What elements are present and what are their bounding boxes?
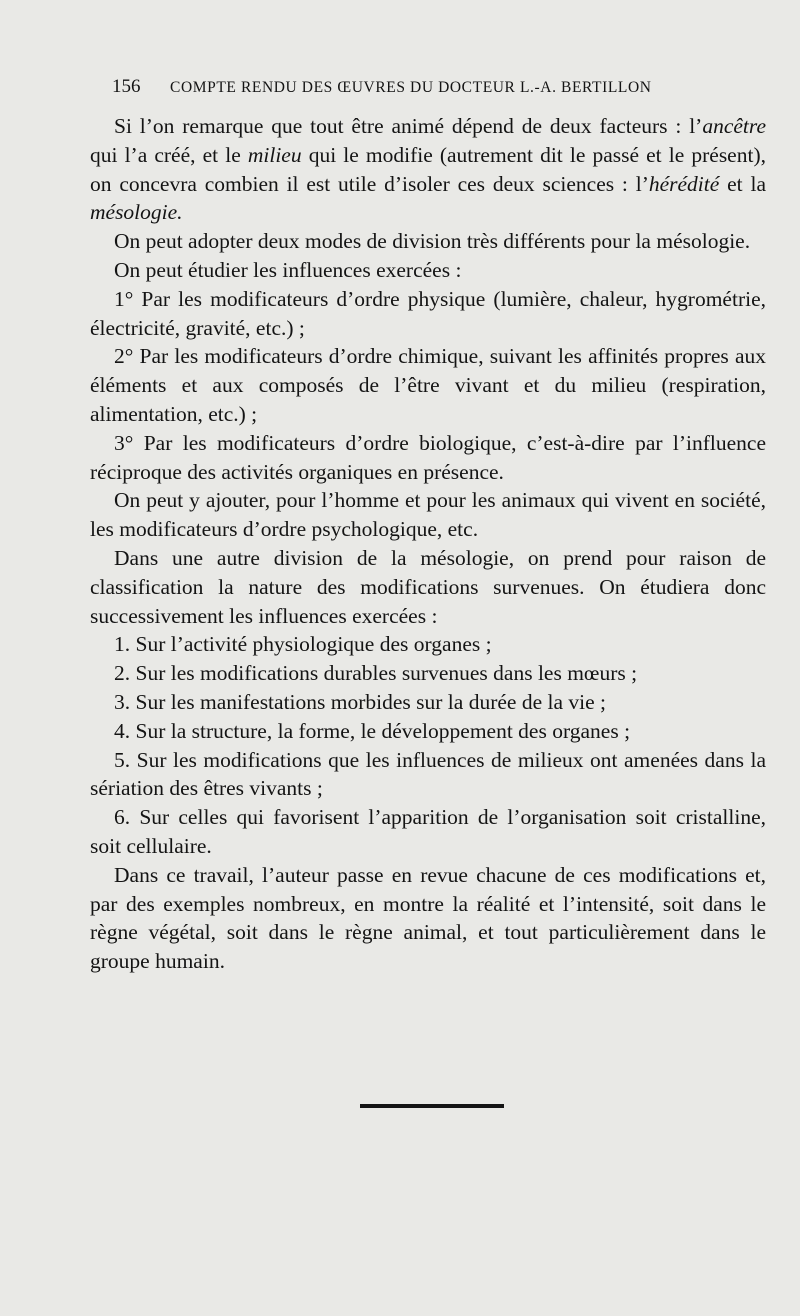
paragraph-biological: 3° Par les modificateurs d’ordre biologique, c’est-à-dire par l’influence réciproque des activités organiques en présence. [90, 430, 766, 484]
paragraph-second-division: Dans une autre division de la mésologie, on prend pour raison de classification la nature des modifications survenues. On étudiera donc successivement les influences exercées : [90, 545, 766, 628]
paragraph-division: On peut adopter deux modes de division très différents pour la mésologie. [114, 229, 751, 254]
paragraph-conclusion: Dans ce travail, l’auteur passe en revue chacune de ces modifications et, par des exemples nombreux, en montre la réalité et l’intensité, soit dans le règne végétal, soit dans le règne animal, et tout particulièrement dans le groupe humain. [90, 862, 766, 974]
list-item: 5. Sur les modifications que les influences de milieux ont amenées dans la sériation des êtres vivants ; [90, 747, 766, 801]
paragraph-influences: On peut étudier les influences exercées : [114, 257, 462, 282]
body-text [90, 112, 766, 976]
text-run: Si l’on remarque que tout être animé dépend de deux facteurs : l’ [114, 114, 703, 138]
section-end-rule [360, 1104, 504, 1108]
paragraph-physical: 1° Par les modificateurs d’ordre physique (lumière, chaleur, hygrométrie, électricité, gravité, etc.) ; [90, 286, 766, 340]
italic-term-milieu: milieu [247, 142, 302, 167]
page-number: 156 [112, 76, 141, 97]
italic-term-mesologie: mésologie. [90, 200, 183, 225]
list-item: 4. Sur la structure, la forme, le développement des organes ; [114, 718, 631, 743]
text-run: qui l’a créé, et le [90, 142, 248, 167]
list-item: 1. Sur l’activité physiologique des organes ; [114, 632, 492, 657]
italic-term-heredite: hérédité [648, 171, 720, 196]
running-title: COMPTE RENDU DES ŒUVRES DU DOCTEUR L.-A. BERTILLON [170, 79, 652, 96]
paragraph-chemical: 2° Par les modificateurs d’ordre chimique, suivant les affinités propres aux éléments et aux composés de l’être vivant et du milieu (respiration, alimentation, etc.) ; [90, 344, 766, 426]
paragraph-psychological: On peut y ajouter, pour l’homme et pour les animaux qui vivent en société, les modificateurs d’ordre psychologique, etc. [90, 488, 766, 542]
italic-term-ancetre: ancêtre [702, 114, 766, 138]
paragraph-intro [90, 112, 766, 227]
text-run: qui le modifie (autrement dit le passé et le présent), on concevra combien il est utile d’isoler ces deux sciences : l’ [90, 142, 766, 196]
text-run: et la [719, 171, 766, 196]
list-item: 2. Sur les modifications durables survenues dans les mœurs ; [114, 661, 638, 686]
list-item: 3. Sur les manifestations morbides sur la durée de la vie ; [114, 689, 606, 714]
list-item: 6. Sur celles qui favorisent l’apparition de l’organisation soit cristalline, soit cellulaire. [90, 805, 766, 858]
